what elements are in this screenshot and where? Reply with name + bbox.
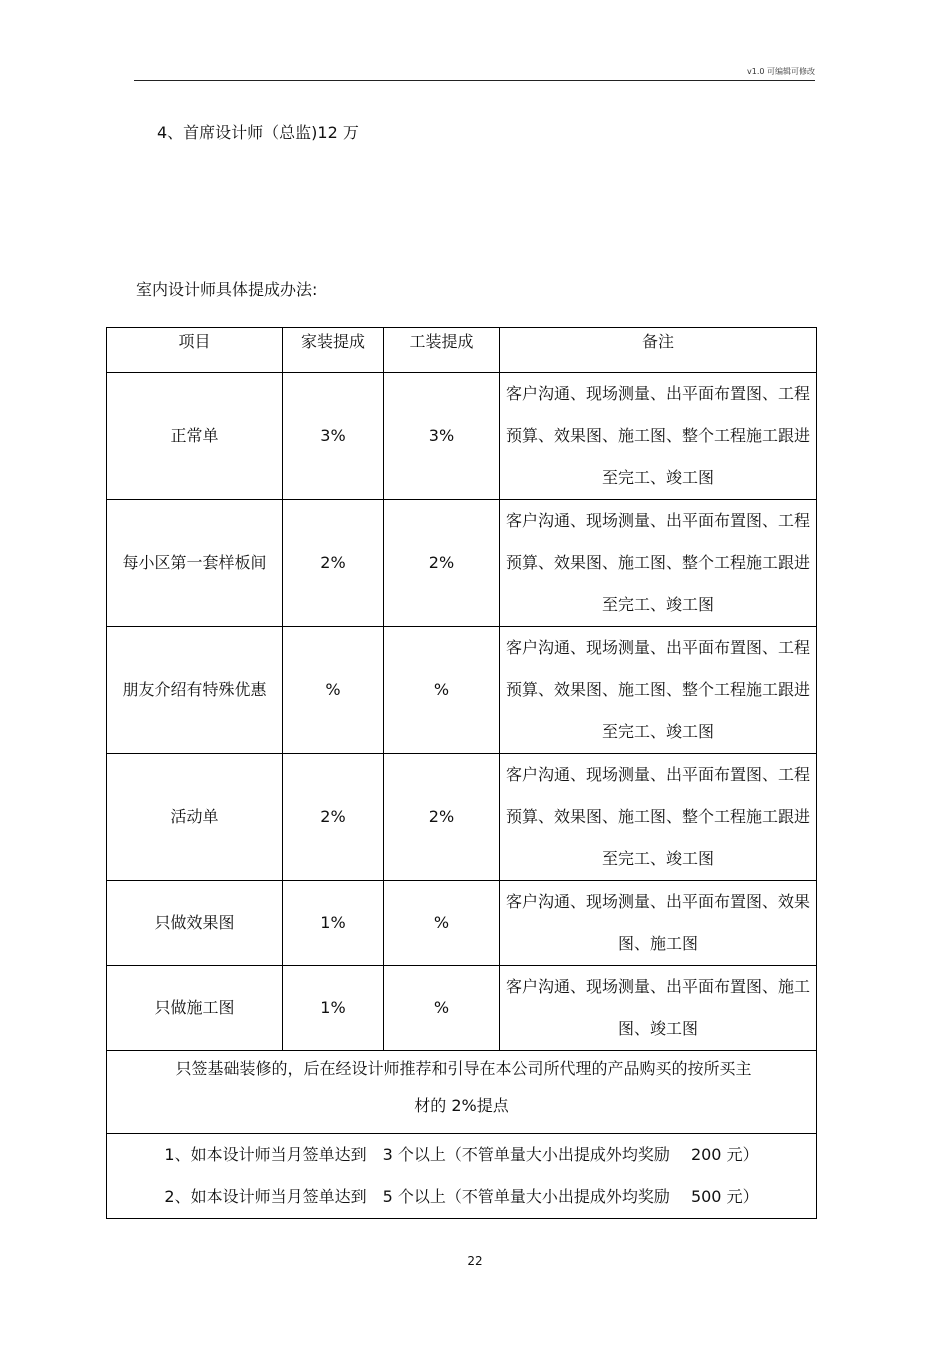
row-work-pct: %	[384, 627, 500, 754]
col-header-work: 工装提成	[384, 328, 500, 373]
table-row	[107, 373, 817, 500]
base-note-line2: 材的 2%提点	[414, 1096, 509, 1115]
row-note: 客户沟通、现场测量、出平面布置图、工程预算、效果图、施工图、整个工程施工跟进至完工、竣工图	[500, 754, 817, 881]
table-row	[107, 754, 817, 881]
row-item: 活动单	[107, 754, 283, 881]
table-row	[107, 627, 817, 754]
bonus-line-1: 1、如本设计师当月签单达到 3 个以上（不管单量大小出提成外均奖励 200 元）	[164, 1145, 759, 1164]
base-note-line1: 只签基础装修的，后在经设计师推荐和引导在本公司所代理的产品购买的按所买主	[175, 1059, 752, 1078]
table-header-row	[107, 328, 817, 373]
row-work-pct: 2%	[384, 500, 500, 627]
row-work-pct: %	[384, 966, 500, 1051]
row-work-pct: %	[384, 881, 500, 966]
table-row	[107, 881, 817, 966]
row-item: 朋友介绍有特殊优惠	[107, 627, 283, 754]
page-number: 22	[467, 1254, 483, 1268]
row-note: 客户沟通、现场测量、出平面布置图、工程预算、效果图、施工图、整个工程施工跟进至完工、竣工图	[500, 373, 817, 500]
col-header-note: 备注	[500, 328, 817, 373]
header-rule	[134, 80, 815, 81]
row-home-pct: %	[283, 627, 384, 754]
row-work-pct: 2%	[384, 754, 500, 881]
col-header-home: 家装提成	[283, 328, 384, 373]
row-note: 客户沟通、现场测量、出平面布置图、施工图、竣工图	[500, 966, 817, 1051]
row-home-pct: 2%	[283, 500, 384, 627]
row-item: 正常单	[107, 373, 283, 500]
row-note: 客户沟通、现场测量、出平面布置图、工程预算、效果图、施工图、整个工程施工跟进至完工、竣工图	[500, 627, 817, 754]
base-note-row	[107, 1051, 817, 1134]
row-work-pct: 3%	[384, 373, 500, 500]
section-heading: 室内设计师具体提成办法:	[136, 280, 318, 299]
table-row	[107, 500, 817, 627]
table-row	[107, 966, 817, 1051]
row-note: 客户沟通、现场测量、出平面布置图、工程预算、效果图、施工图、整个工程施工跟进至完工、竣工图	[500, 500, 817, 627]
row-home-pct: 2%	[283, 754, 384, 881]
row-home-pct: 1%	[283, 966, 384, 1051]
intro-line: 4、首席设计师（总监)12 万	[157, 123, 359, 142]
page-header-version: v1.0 可编辑可修改	[747, 67, 815, 76]
col-header-item: 项目	[107, 328, 283, 373]
commission-table	[106, 327, 817, 1219]
base-note-cell	[107, 1051, 817, 1134]
row-home-pct: 3%	[283, 373, 384, 500]
bonus-row	[107, 1134, 817, 1219]
row-note: 客户沟通、现场测量、出平面布置图、效果图、施工图	[500, 881, 817, 966]
row-item: 只做效果图	[107, 881, 283, 966]
bonus-line-2: 2、如本设计师当月签单达到 5 个以上（不管单量大小出提成外均奖励 500 元）	[164, 1187, 759, 1206]
row-item: 每小区第一套样板间	[107, 500, 283, 627]
bonus-cell	[107, 1134, 817, 1219]
row-item: 只做施工图	[107, 966, 283, 1051]
row-home-pct: 1%	[283, 881, 384, 966]
